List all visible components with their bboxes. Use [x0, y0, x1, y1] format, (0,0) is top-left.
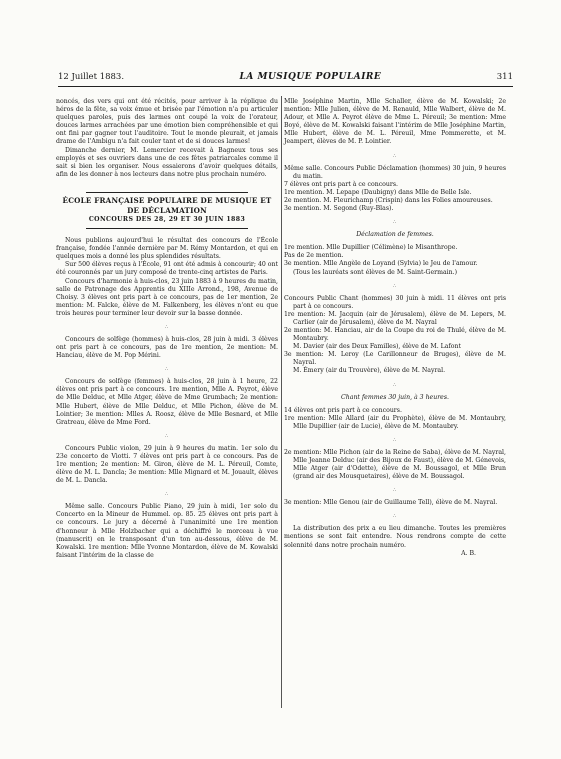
- declamation-mention-3: 3e mention. M. Segond (Ruy-Blas).: [284, 205, 394, 213]
- closing-paragraph: La distribution des prix a eu lieu dimanche. Toutes les premières mentions se sont fait entendre. Nous rendrons compte de cette solennité dans notre prochain numéro.: [284, 525, 506, 549]
- publication-title: LA MUSIQUE POPULAIRE: [239, 72, 382, 82]
- femmes-mention-2: Pas de 2e mention.: [284, 252, 344, 260]
- page-number: 311: [496, 72, 513, 82]
- section-subtitle: CONCOURS DES 28, 29 ET 30 JUIN 1883: [88, 215, 246, 223]
- violon-paragraph: Concours Public violon, 29 juin à 9 heures du matin. 1er solo du 23e concerto de Viotti. 7 élèves ont pris part à ce concours. Pas de 1re mention; 2e mention: M. Giron, élève de M. L. Péreuil, Comte, élève de M. L. Dancla; 3e mention: Mlle Mignard et M. Jouault, élèves de M. L. Dancla.: [56, 444, 278, 485]
- declamation-mention-2: 2e mention. M. Fleurichamp (Crispin) dans les Folies amoureuses.: [284, 196, 493, 204]
- page-header: [58, 70, 513, 84]
- chant-mention-3: 3e mention: M. Leroy (Le Carillonneur de Bruges), élève de M. Nayral.: [284, 351, 506, 367]
- ornament: ∴: [392, 381, 398, 388]
- chant-mention-3b: M. Émery (air du Trouvère), élève de M. Nayral.: [293, 367, 446, 375]
- publish-paragraph: Nous publions aujourd'hui le résultat des concours de l'École française, fondée l'année dernière par M. Rémy Montardon, et qui en quelques mois a donné les plus splendides résultats.: [56, 237, 278, 261]
- intro-paragraph: noncés, des vers qui ont été récités, pour arriver à la réplique du héros de la fête, sa voix émue et brisée par l'émotion n'a pu articuler quelques paroles, puis des larmes ont coupé la voix de l'orateur, douces larmes arrachées par une émotion bien compréhensible et qui ont fini par gagner tout l'auditoire. Tout le monde pleurait, et jamais drame de l'Ambigu n'a fait couler tant et de si douces larmes!: [56, 98, 278, 146]
- title-rule-bottom: [86, 228, 248, 229]
- ornament: ∴: [392, 436, 398, 443]
- chant-mention-1: 1re mention: M. Jacquin (air de Jérusalem), élève de M. Lepers, M. Carlier (air de Jérusalem), élève de M. Nayral: [284, 310, 506, 326]
- harmonie-paragraph: Concours d'harmonie à huis-clos, 23 juin 1883 à 9 heures du matin, salle de Patronage des Apprentis du XIIIe Arrond., 198, Avenue de Choisy. 3 élèves ont pris part à ce concours, pas de 1er mention, 2e mention: M. Falcke, élève de M. Falkenberg, les élèves n'ont eu que trois heures pour terminer leur devoir sur la basse donnée.: [56, 277, 278, 317]
- header-rule: [58, 86, 513, 87]
- declamation-intro: Même salle. Concours Public Déclamation (hommes) 30 juin, 9 heures du matin.: [284, 164, 506, 180]
- ornament: ∴: [392, 282, 398, 289]
- chant-femmes-mention-2: 2e mention: Mlle Pichon (air de la Reine de Saba), élève de M. Nayral, Mlle Jeanne Delduc (air des Bijoux de Faust), élève de M. Génevois, Mlle Atger (air d'Odette), élève de M. Boussagol, et Mlle Brun (grand air des Mousquetaires), élève de M. Boussagol.: [284, 448, 506, 481]
- declamation-count: 7 élèves ont pris part à ce concours.: [284, 180, 398, 188]
- ornament: ∴: [164, 491, 170, 498]
- chant-femmes-mention-1: 1re mention: Mlle Allard (air du Prophète), élève de M. Montaubry, Mlle Dupillier (air de Lucie), élève de M. Montaubry.: [284, 414, 506, 430]
- femmes-mention-3: 3e mention. Mlle Angèle de Loyand (Sylvia) le Jeu de l'amour.: [284, 260, 478, 268]
- femmes-note: (Tous les lauréats sont élèves de M. Saint-Germain.): [293, 268, 458, 276]
- solfege-hommes-paragraph: Concours de solfège (hommes) à huis-clos, 28 juin à midi. 3 élèves ont pris part à ce concours, pas de 1re mention, 2e mention: M. Hanciau, élève de M. Pop Mérini.: [56, 335, 278, 360]
- signature: A. B.: [461, 549, 476, 557]
- title-rule-top: [86, 192, 248, 193]
- femmes-heading: Déclamation de femmes.: [356, 231, 434, 239]
- left-column: [56, 98, 278, 560]
- bagneux-paragraph: Dimanche dernier, M. Lemercier recevait à Bagneux tous ses employés et ses ouvriers dans une de ces fêtes patriarcales comme il sait si bien les organiser. Nous essaierons d'avoir quelques détails, afin de les donner à nos lecteurs dans notre plus prochain numéro.: [56, 146, 278, 178]
- students-paragraph: Sur 500 élèves reçus à l'École, 91 ont été admis à concourir; 40 ont été couronnés par un jury composé de trente-cinq artistes de Paris.: [56, 261, 278, 277]
- ornament: ∴: [392, 152, 398, 159]
- ornament: ∴: [164, 323, 170, 330]
- ornament: ∴: [164, 432, 170, 439]
- ornament: ∴: [392, 513, 398, 520]
- section-title: ÉCOLE FRANÇAISE POPULAIRE DE MUSIQUE ET DE DÉCLAMATION: [62, 195, 272, 215]
- chant-mention-2b: M. Davier (air des Deux Familles), élève de M. Lafont: [293, 343, 461, 351]
- ornament: ∴: [164, 366, 170, 373]
- femmes-mention-1: 1re mention. Mlle Dupillier (Célimène) le Misanthrope.: [284, 244, 458, 252]
- chant-mention-2: 2e mention: M. Hanciau, air de la Coupe du roi de Thulé, élève de M. Montaubry.: [284, 326, 506, 343]
- piano-paragraph: Même salle. Concours Public Piano, 29 juin à midi, 1er solo du Concerto en la Mineur de Hummel. op. 85. 25 élèves ont pris part à ce concours. Le jury a décerné à l'unanimité une 1re mention d'honneur à Mlle Holzbacher qui a déchiffré le morceau à vue (manuscrit) en le transposant d'un ton au-dessous, élève de M. Kowalski. 1re mention: Mlle Yvonne Montardon, élève de M. Kowalski faisant l'intérim de la classe de: [56, 503, 278, 559]
- chant-femmes-mention-3: 3e mention: Mlle Genou (air de Guillaume Tell), élève de M. Nayral.: [284, 499, 498, 507]
- ornament: ∴: [392, 219, 398, 226]
- chant-intro: Concours Public Chant (hommes) 30 juin à midi. 11 élèves ont pris part à ce concours.: [284, 294, 506, 310]
- right-column: [284, 98, 506, 558]
- chant-femmes-heading: Chant femmes 30 juin, à 3 heures.: [341, 393, 449, 401]
- declamation-mention-1: 1re mention. M. Lepape (Daubigny) dans Mlle de Belle Isle.: [284, 188, 472, 196]
- ornament: ∴: [392, 487, 398, 494]
- chant-femmes-count: 14 élèves ont pris part à ce concours.: [284, 406, 402, 414]
- piano-continued: Mlle Joséphine Martin, Mlle Schaller, élève de M. Kowalski; 2e mention: Mlle Julien, élève de M. Renauld, Mlle Walbert, élève de M. Adour, et Mlle A. Peyrot élève de Mme L. Péreuil; 3e mention: Mme Boyé, élève de M. Kowalski faisant l'intérim de Mlle Joséphine Martin, Mlle Hubert, élève de M. L. Péreuil, Mme Pommerette, et M. Jeampert, élèves de M. P. Lointier.: [284, 98, 506, 146]
- column-divider: [281, 96, 282, 708]
- solfege-femmes-paragraph: Concours de solfège (femmes) à huis-clos, 28 juin à 1 heure, 22 élèves ont pris part à ce concours. 1re mention, Mlle A. Peyrot, élève de Mlle Delduc, et Mlle Atger, élève de Mme Grumbach; 2e mention: Mlle Hubert, élève de Mlle Delduc, et Mlle Pichon, élève de M. Lointier; 3e mention: Mlles A. Roosz, élève de Mlle Besnard, et Mlle Gratreau, élève de Mme Ford.: [56, 378, 278, 426]
- issue-date: 12 Juillet 1883.: [58, 72, 125, 82]
